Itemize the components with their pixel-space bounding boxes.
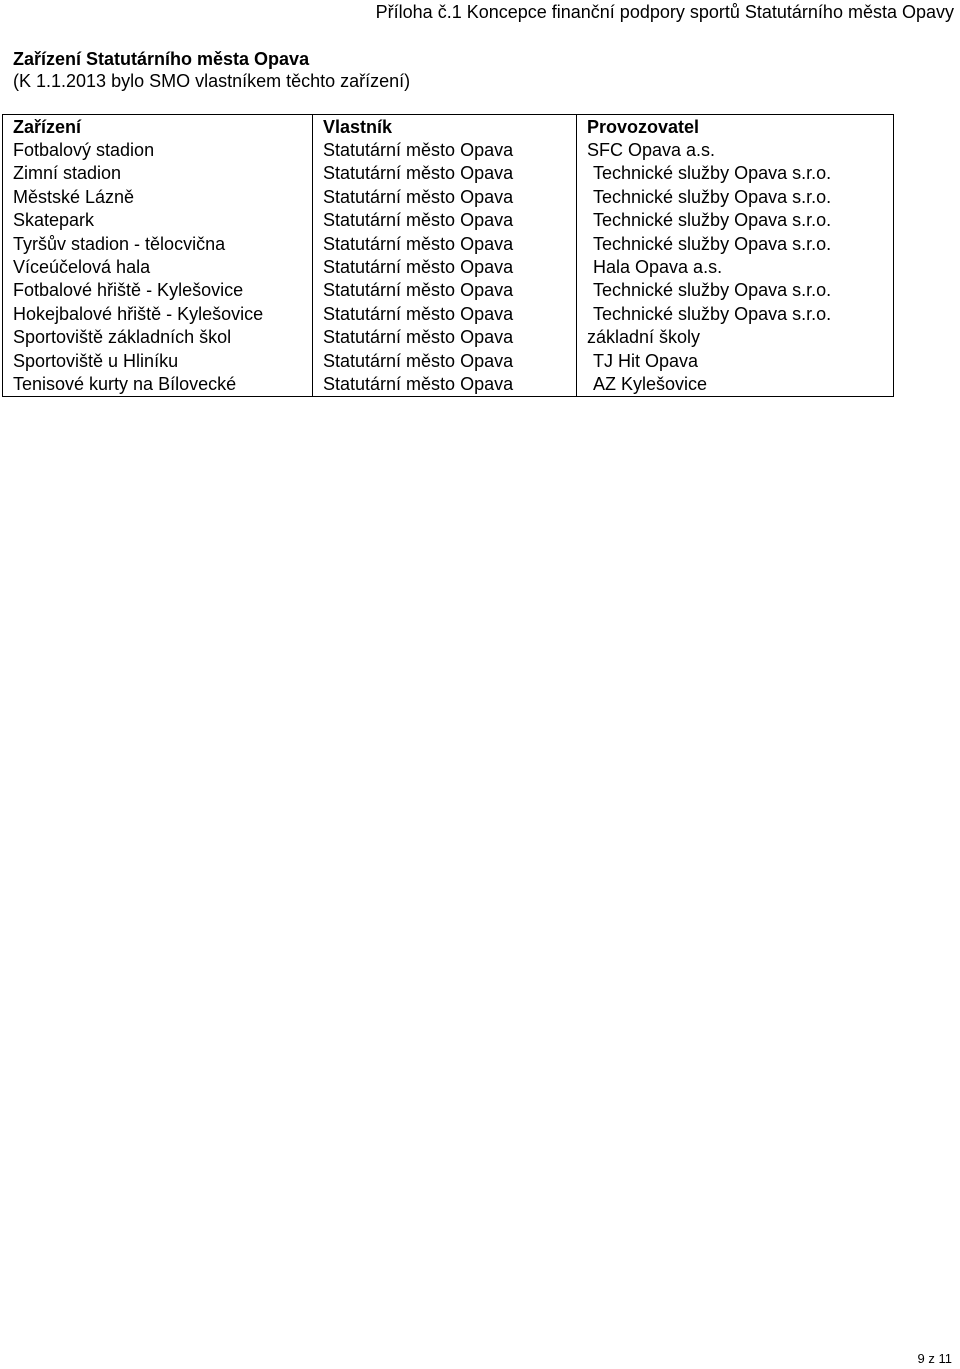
facility-cell: Tyršův stadion - tělocvična (3, 232, 313, 255)
table-row (3, 326, 894, 349)
document-title: Zařízení Statutárního města Opava (13, 49, 310, 69)
owner-cell: Statutární město Opava (313, 162, 577, 185)
owner-cell: Statutární město Opava (313, 302, 577, 325)
facility-cell: Sportoviště základních škol (3, 326, 313, 349)
operator-cell: Technické služby Opava s.r.o. (577, 302, 894, 325)
table-row (3, 162, 894, 185)
table-header-row (3, 115, 894, 139)
operator-cell: Hala Opava a.s. (577, 255, 894, 278)
facility-cell: Sportoviště u Hliníku (3, 349, 313, 372)
owner-cell: Statutární město Opava (313, 372, 577, 396)
owner-cell: Statutární město Opava (313, 326, 577, 349)
operator-cell: Technické služby Opava s.r.o. (577, 232, 894, 255)
facility-cell: Městské Lázně (3, 185, 313, 208)
owner-cell: Statutární město Opava (313, 209, 577, 232)
page-number: 9 z 11 (917, 1351, 952, 1366)
operator-cell: Technické služby Opava s.r.o. (577, 279, 894, 302)
facility-cell: Skatepark (3, 209, 313, 232)
facility-cell: Fotbalový stadion (3, 138, 313, 161)
table-row (3, 209, 894, 232)
table-row (3, 232, 894, 255)
owner-cell: Statutární město Opava (313, 279, 577, 302)
column-header-operator: Provozovatel (577, 115, 894, 139)
operator-cell: Technické služby Opava s.r.o. (577, 162, 894, 185)
table-row (3, 302, 894, 325)
facility-cell: Fotbalové hřiště - Kylešovice (3, 279, 313, 302)
table-row (3, 279, 894, 302)
document-subtitle: (K 1.1.2013 bylo SMO vlastníkem těchto zařízení) (13, 71, 411, 91)
facility-cell: Tenisové kurty na Bílovecké (3, 372, 313, 396)
owner-cell: Statutární město Opava (313, 138, 577, 161)
owner-cell: Statutární město Opava (313, 349, 577, 372)
table-row (3, 349, 894, 372)
facility-cell: Zimní stadion (3, 162, 313, 185)
table-row (3, 372, 894, 396)
owner-cell: Statutární město Opava (313, 185, 577, 208)
operator-cell: Technické služby Opava s.r.o. (577, 209, 894, 232)
column-header-owner: Vlastník (313, 115, 577, 139)
table-row (3, 255, 894, 278)
facilities-table (2, 114, 894, 397)
owner-cell: Statutární město Opava (313, 232, 577, 255)
column-header-facility: Zařízení (3, 115, 313, 139)
operator-cell: AZ Kylešovice (577, 372, 894, 396)
table-row (3, 185, 894, 208)
owner-cell: Statutární město Opava (313, 255, 577, 278)
operator-cell: základní školy (577, 326, 894, 349)
operator-cell: TJ Hit Opava (577, 349, 894, 372)
facility-cell: Víceúčelová hala (3, 255, 313, 278)
annex-note: Příloha č.1 Koncepce finanční podpory sportů Statutárního města Opavy (375, 2, 954, 22)
operator-cell: SFC Opava a.s. (577, 138, 894, 161)
table-row (3, 138, 894, 161)
facility-cell: Hokejbalové hřiště - Kylešovice (3, 302, 313, 325)
operator-cell: Technické služby Opava s.r.o. (577, 185, 894, 208)
